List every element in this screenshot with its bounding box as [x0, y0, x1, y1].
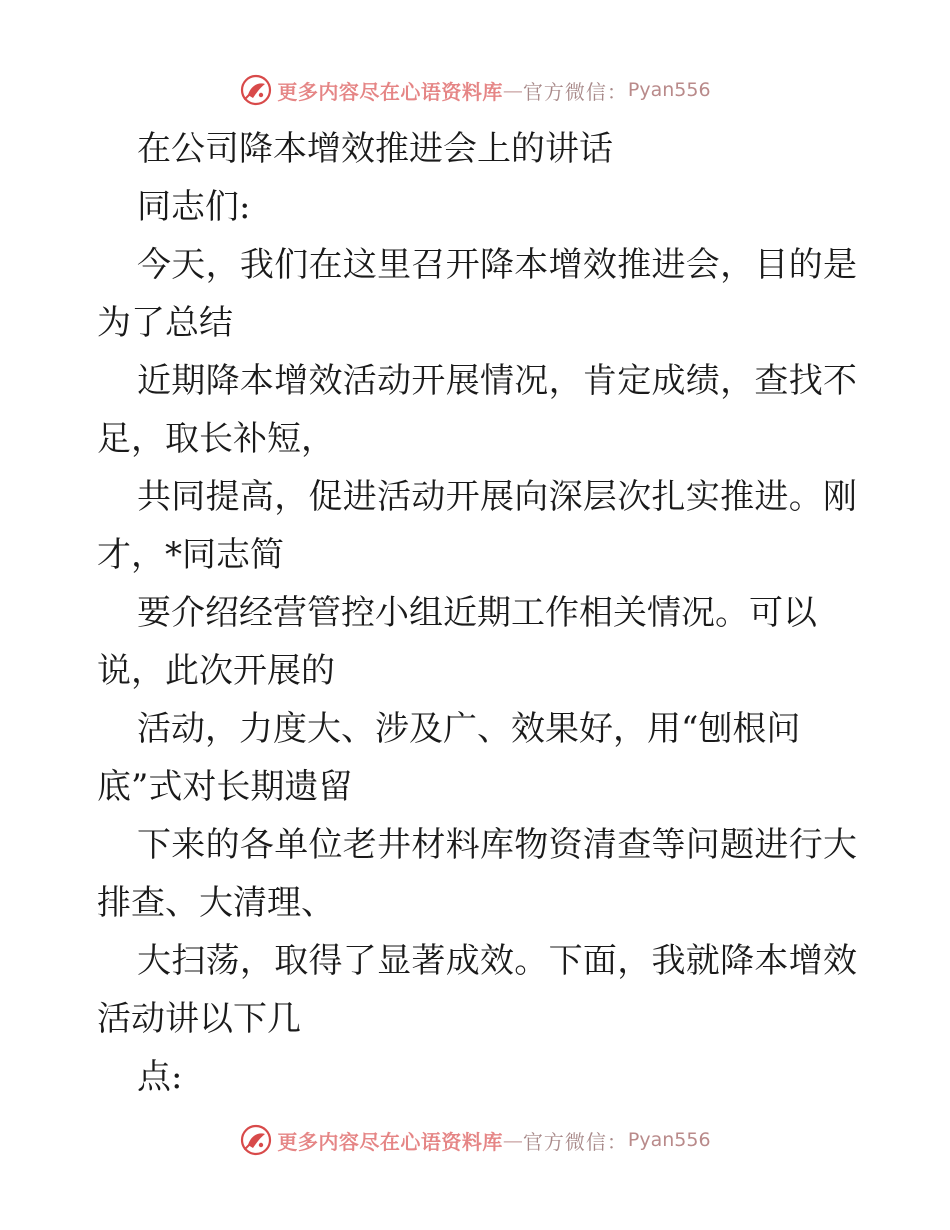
paragraph-line: 大扫荡，取得了显著成效。下面，我就降本增效 [137, 941, 857, 981]
paragraph-line: 今天，我们在这里召开降本增效推进会，目的是 [137, 245, 857, 285]
paragraph-line: 为了总结 [97, 303, 233, 343]
paragraph-line: 才，*同志简 [97, 535, 284, 575]
paragraph-line: 共同提高，促进活动开展向深层次扎实推进。刚 [137, 477, 857, 517]
watermark-separator: — [502, 1128, 523, 1152]
salutation: 同志们: [137, 187, 251, 227]
red-seal-logo-icon [239, 73, 273, 107]
document-title: 在公司降本增效推进会上的讲话 [137, 129, 613, 169]
watermark-wechat-id: Pyan556 [627, 79, 711, 101]
watermark-banner-top [0, 70, 950, 110]
watermark-separator: — [502, 78, 523, 102]
watermark-banner-bottom [0, 1120, 950, 1160]
paragraph-line: 近期降本增效活动开展情况，肯定成绩，查找不 [137, 361, 857, 401]
red-seal-logo-icon [239, 1123, 273, 1157]
paragraph-line: 点: [137, 1057, 183, 1097]
paragraph-line: 活动，力度大、涉及广、效果好，用“刨根问 [137, 709, 801, 749]
document-body [97, 120, 857, 1106]
watermark-wechat-id: Pyan556 [627, 1129, 711, 1151]
paragraph-line: 足，取长补短， [97, 419, 335, 459]
watermark-wechat-label: 官方微信： [522, 1129, 628, 1154]
watermark-wechat-label: 官方微信： [522, 79, 628, 104]
paragraph-line: 排查、大清理、 [97, 883, 335, 923]
watermark-main-text: 更多内容尽在心语资料库 [277, 79, 503, 104]
paragraph-line: 说，此次开展的 [97, 651, 335, 691]
paragraph-line: 活动讲以下几 [97, 999, 301, 1039]
paragraph-line: 要介绍经营管控小组近期工作相关情况。可以 [137, 593, 817, 633]
paragraph-line: 底”式对长期遗留 [97, 767, 353, 807]
watermark-main-text: 更多内容尽在心语资料库 [277, 1129, 503, 1154]
paragraph-line: 下来的各单位老井材料库物资清查等问题进行大 [137, 825, 857, 865]
